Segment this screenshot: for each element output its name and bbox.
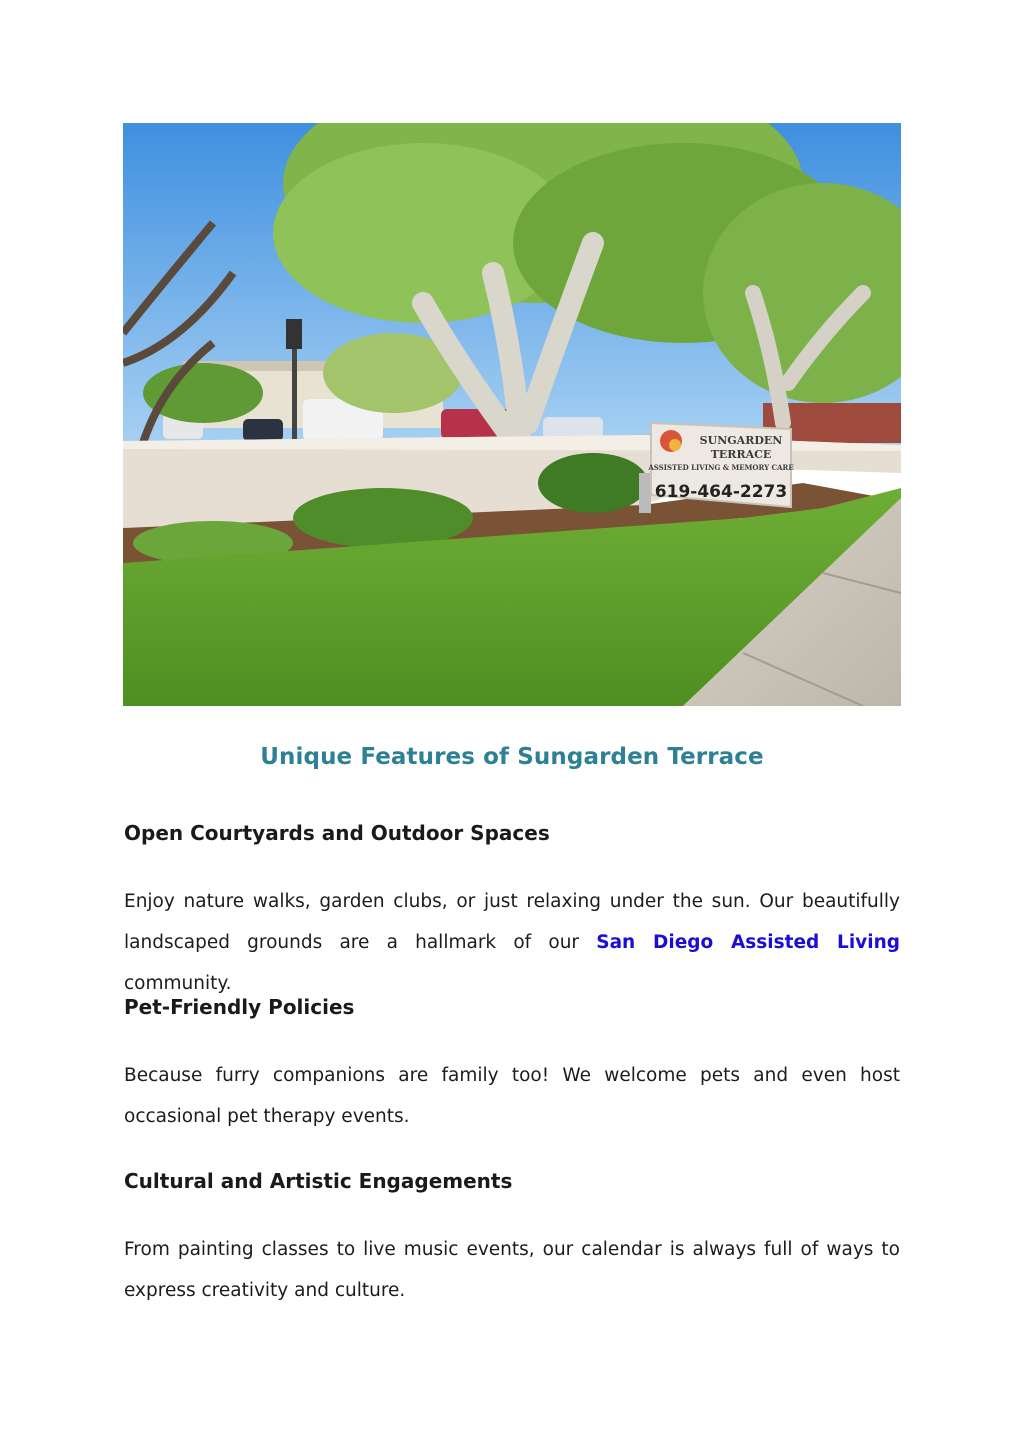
community-sign	[647, 423, 793, 507]
sign-line2: TERRACE	[710, 448, 772, 461]
section-text-cultural: From painting classes to live music events, our calendar is always full of ways to express creativity and culture.	[124, 1239, 900, 1301]
hero-photo-illustration	[123, 123, 901, 706]
section-heading-pets: Pet-Friendly Policies	[124, 995, 355, 1019]
hero-photo	[123, 123, 901, 706]
page-title: Unique Features of Sungarden Terrace	[260, 744, 764, 770]
section-text-courtyards	[124, 881, 900, 1004]
section-heading-courtyards: Open Courtyards and Outdoor Spaces	[124, 821, 550, 845]
san-diego-assisted-living-link[interactable]: San Diego Assisted Living	[596, 932, 900, 953]
parked-car	[243, 419, 283, 441]
sign-line1: SUNGARDEN	[699, 434, 783, 447]
section-text-pets: Because furry companions are family too! We welcome pets and even host occasional pet therapy events.	[124, 1065, 900, 1127]
sign-line3: ASSISTED LIVING & MEMORY CARE	[648, 463, 794, 472]
section-heading-cultural: Cultural and Artistic Engagements	[124, 1169, 513, 1193]
street-sign	[286, 319, 302, 349]
section-text-courtyards-after: community.	[124, 973, 232, 994]
garden-lamp	[639, 473, 651, 513]
shrub	[293, 488, 473, 548]
sign-phone: 619-464-2273	[654, 482, 788, 502]
section-text-courtyards-before: Enjoy nature walks, garden clubs, or just relaxing under the sun. Our beautifully landscaped grounds are a hallmark of our	[124, 891, 900, 953]
